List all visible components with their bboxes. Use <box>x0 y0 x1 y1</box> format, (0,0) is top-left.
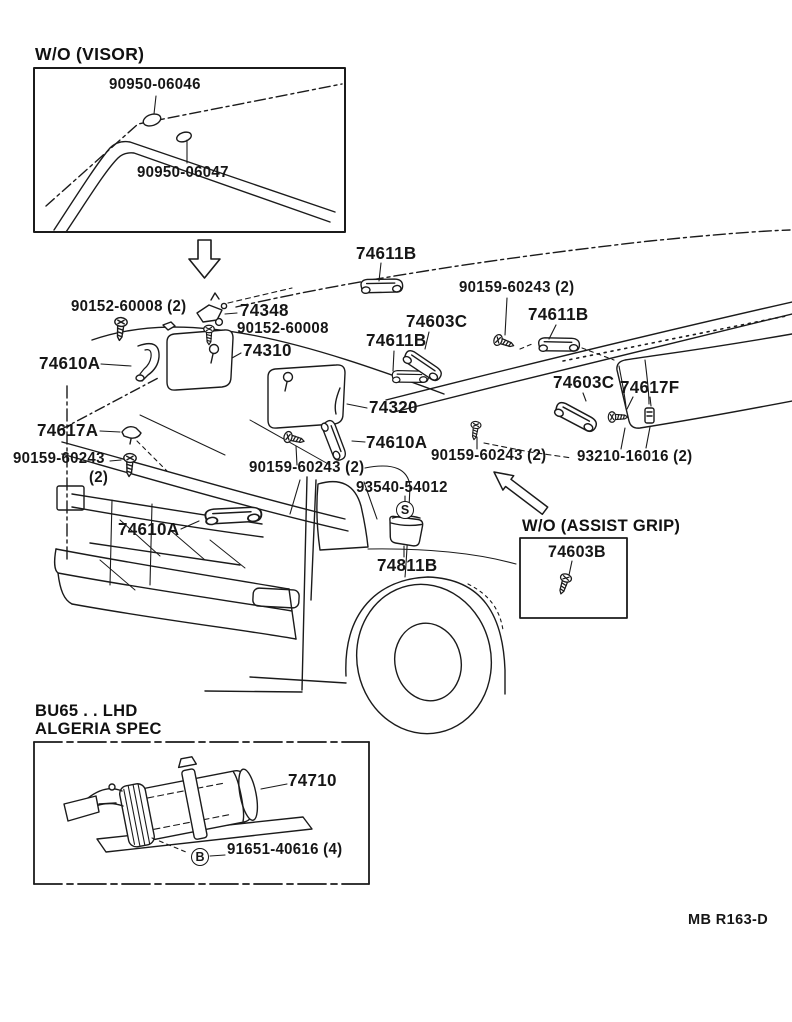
screw-90159-left <box>123 453 137 477</box>
grab-handle-74611b-2 <box>538 335 579 353</box>
algeria-box-title-line1: BU65 . . LHD <box>35 702 138 720</box>
callout-90950-06046: 90950-06046 <box>109 75 201 94</box>
callout-74320: 74320 <box>369 397 418 418</box>
callout-74811b: 74811B <box>377 555 438 576</box>
callout-74710: 74710 <box>288 770 337 791</box>
callout-93210-16016: 93210-16016 (2) <box>577 447 693 466</box>
screw-90159-right <box>469 421 481 441</box>
handle-74610a-front <box>205 503 262 527</box>
callout-90159-60243-left: 90159-60243 <box>13 449 105 468</box>
grab-handle-74611b-1 <box>361 276 404 296</box>
headlight <box>57 486 84 510</box>
assist-grip-74603c-2 <box>553 401 600 433</box>
wheel-arch <box>346 577 505 694</box>
callout-74310: 74310 <box>243 340 292 361</box>
callout-90950-06047: 90950-06047 <box>137 163 229 182</box>
figure-code: MB R163-D <box>688 912 769 928</box>
fire-extinguisher-74710 <box>64 746 312 852</box>
handle-74610a-visor <box>318 419 350 462</box>
callout-90159-60243-c: 90159-60243 (2) <box>431 446 547 465</box>
callout-74603b: 74603B <box>548 543 606 562</box>
callout-90159-60243-left-qty: (2) <box>89 468 109 487</box>
screw-93210 <box>608 412 627 423</box>
clip-74617f <box>645 408 654 423</box>
roof-grommet-1 <box>142 112 163 128</box>
callout-93540-54012: 93540-54012 <box>356 478 448 497</box>
assist-grip-box-title: W/O (ASSIST GRIP) <box>522 517 681 535</box>
callout-91651-40616: 91651-40616 (4) <box>227 840 343 859</box>
callout-74617a: 74617A <box>37 420 99 441</box>
callout-74610a-1: 74610A <box>39 353 101 374</box>
algeria-box-title-line2: ALGERIA SPEC <box>35 720 162 738</box>
screw-90152-1 <box>113 317 127 341</box>
callout-90152-60008: 90152-60008 <box>237 319 329 338</box>
callout-74610a-2: 74610A <box>366 432 428 453</box>
callout-74611b-2: 74611B <box>528 304 589 325</box>
screw-90159-top-right <box>492 333 515 351</box>
callout-74611b-1: 74611B <box>356 243 417 264</box>
sun-visor-74310 <box>167 330 233 390</box>
screw-74603b <box>556 573 573 596</box>
screw-symbol-badge: S <box>396 501 414 519</box>
callout-74610a-3: 74610A <box>118 519 180 540</box>
roof-grommet-2 <box>175 130 192 143</box>
callout-74603c-2: 74603C <box>553 372 615 393</box>
ashtray-74811b <box>390 516 423 546</box>
bolt-symbol-badge: B <box>191 848 209 866</box>
callout-90159-60243-b: 90159-60243 (2) <box>249 458 365 477</box>
sun-visor-74320 <box>268 365 345 428</box>
visor-holder-74610a <box>136 344 159 381</box>
callout-90159-60243-a: 90159-60243 (2) <box>459 278 575 297</box>
up-left-arrow <box>494 472 548 514</box>
callout-90152-60008-qty2: 90152-60008 (2) <box>71 297 187 316</box>
callout-74603c-1: 74603C <box>406 311 468 332</box>
visor-box-title: W/O (VISOR) <box>35 44 145 64</box>
callout-74348: 74348 <box>240 300 289 321</box>
down-arrow <box>189 240 220 278</box>
callout-74617f: 74617F <box>620 377 680 398</box>
callout-74611b-3: 74611B <box>366 330 427 351</box>
